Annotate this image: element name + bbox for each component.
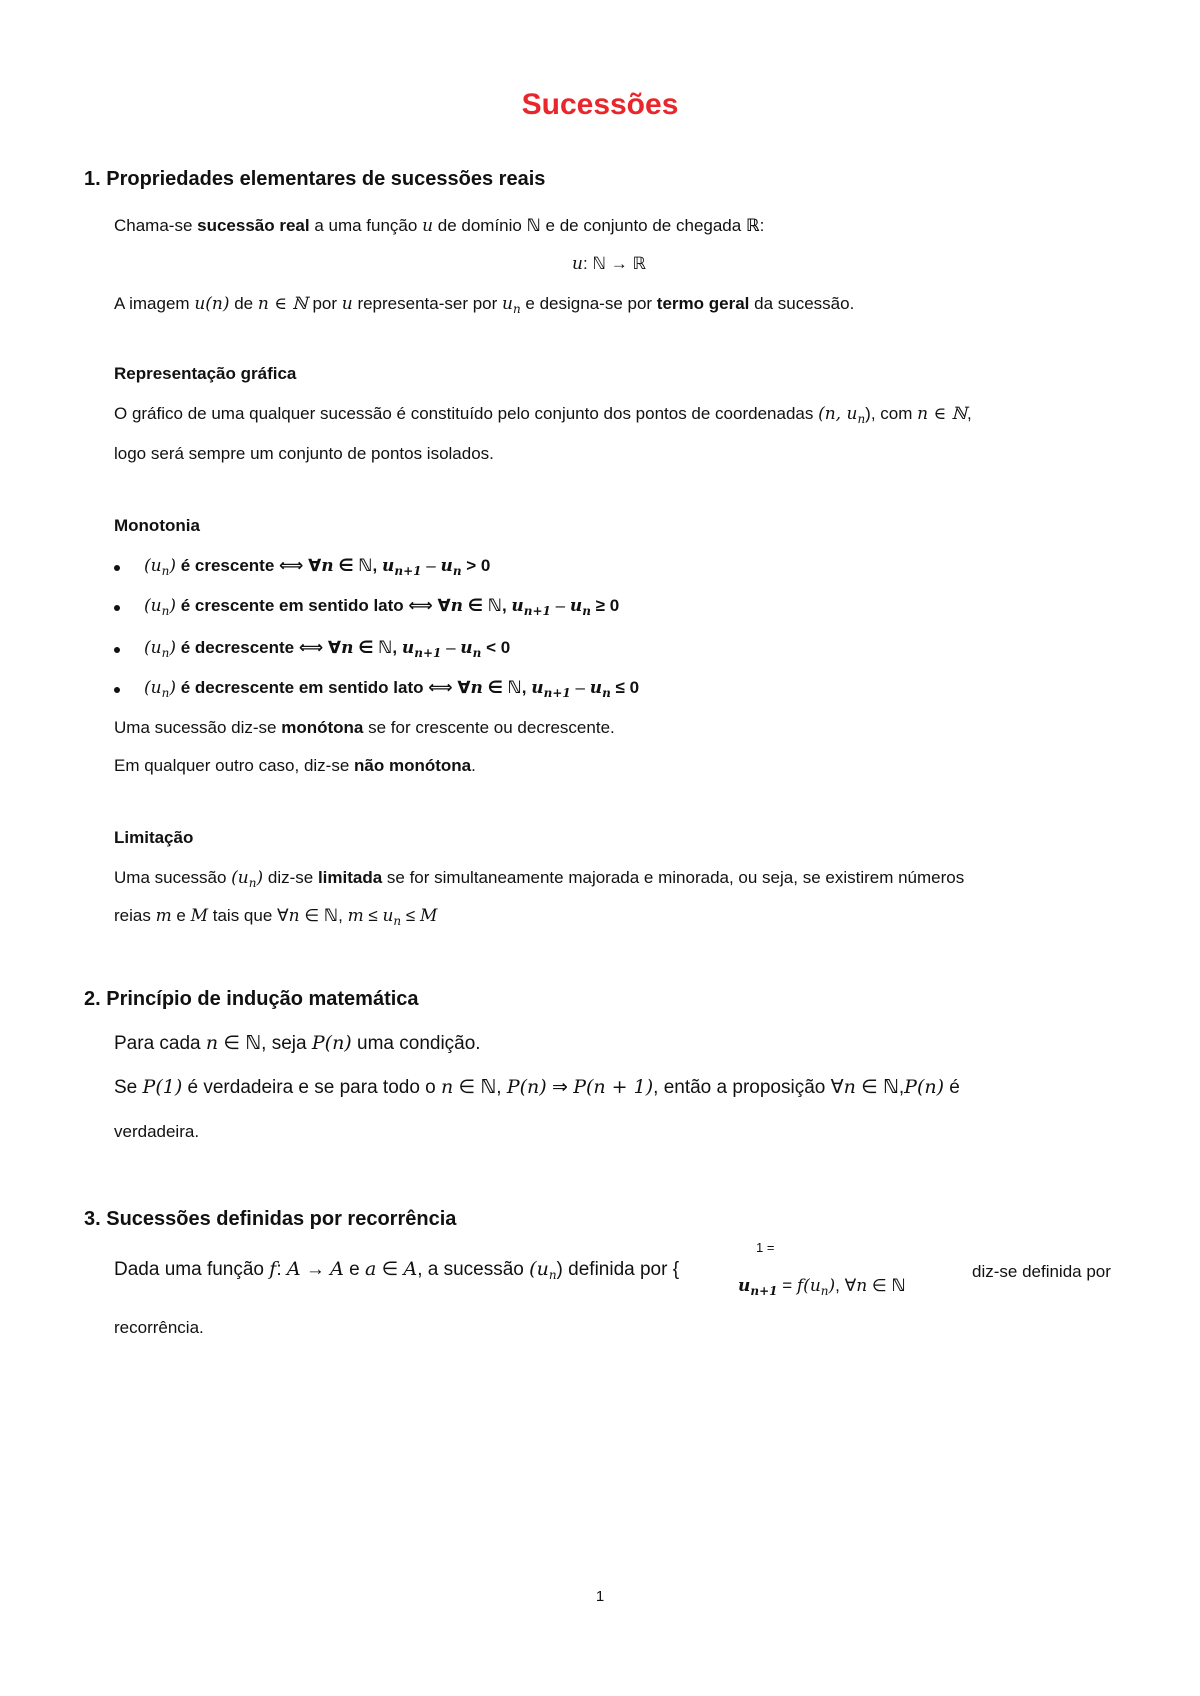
page-title: Sucessões	[521, 88, 679, 121]
recurrence-line-1-end: diz-se definida por	[972, 1262, 1111, 1281]
limitada-line-2: reias m e M tais que ∀n ∈ ℕ, $m \le u_n \le M$	[114, 906, 438, 928]
induction-line-2: Se P(1) é verdadeira e se para todo o n ∈ ℕ, P(n) ⇒ P(n + 1), então a proposição ∀n ∈ ℕ,P(n) é	[114, 1076, 960, 1098]
mapping-formula: u: ℕ → ℝ	[572, 254, 646, 274]
monotona-definition: Uma sucessão diz-se monótona se for crescente ou decrescente.	[114, 718, 615, 737]
recurrence-case-1: 1 =	[756, 1240, 775, 1255]
monotonia-item: $(u_n)$ é crescente ⟺ ∀n ∈ ℕ, $u_{n+1} - u_n > 0$	[144, 556, 491, 578]
representation-line-2: logo será sempre um conjunto de pontos isolados.	[114, 444, 494, 463]
subheading-limitacao: Limitação	[114, 828, 194, 847]
section-2-heading: 2. Princípio de indução matemática	[84, 988, 419, 1010]
subheading-representation: Representação gráfica	[114, 364, 297, 383]
induction-line-1: Para cada n ∈ ℕ, seja P(n) uma condição.	[114, 1032, 481, 1054]
section-3-heading: 3. Sucessões definidas por recorrência	[84, 1208, 457, 1230]
representation-line-1: O gráfico de uma qualquer sucessão é constituído pelo conjunto dos pontos de coordenadas (n, $u_n$), com n ∈ ℕ,	[114, 404, 972, 426]
monotonia-item: $(u_n)$ é decrescente ⟺ ∀n ∈ ℕ, $u_{n+1} - u_n < 0$	[144, 638, 511, 660]
page-number: 1	[595, 1588, 605, 1605]
subheading-monotonia: Monotonia	[114, 516, 200, 535]
induction-line-3: verdadeira.	[114, 1122, 200, 1141]
image-definition-line: A imagem u(n) de n ∈ ℕ por u representa-ser por $u_n$ e designa-se por termo geral da sucessão.	[114, 294, 855, 316]
monotonia-item: $(u_n)$ é decrescente em sentido lato ⟺ ∀n ∈ ℕ, $u_{n+1} - u_n \le 0$	[144, 678, 640, 700]
section-1-heading: 1. Propriedades elementares de sucessões reais	[84, 168, 546, 190]
recurrence-line-1: Dada uma função f: A → A e a ∈ A, a sucessão $(u_n)$ definida por {	[114, 1258, 680, 1282]
nao-monotona-definition: Em qualquer outro caso, diz-se não monótona.	[114, 756, 476, 775]
monotonia-item: $(u_n)$ é crescente em sentido lato ⟺ ∀n ∈ ℕ, $u_{n+1} - u_n \ge 0$	[144, 596, 620, 618]
recurrence-line-2: recorrência.	[114, 1318, 204, 1337]
definition-line: Chama-se sucessão real a uma função u de domínio ℕ e de conjunto de chegada ℝ:	[114, 216, 765, 236]
recurrence-case-2: $u_{n+1} = f(u_n)$, ∀n ∈ ℕ	[738, 1276, 906, 1298]
limitada-line-1: Uma sucessão $(u_n)$ diz-se limitada se for simultaneamente majorada e minorada, ou seja, se existirem números	[114, 868, 965, 890]
